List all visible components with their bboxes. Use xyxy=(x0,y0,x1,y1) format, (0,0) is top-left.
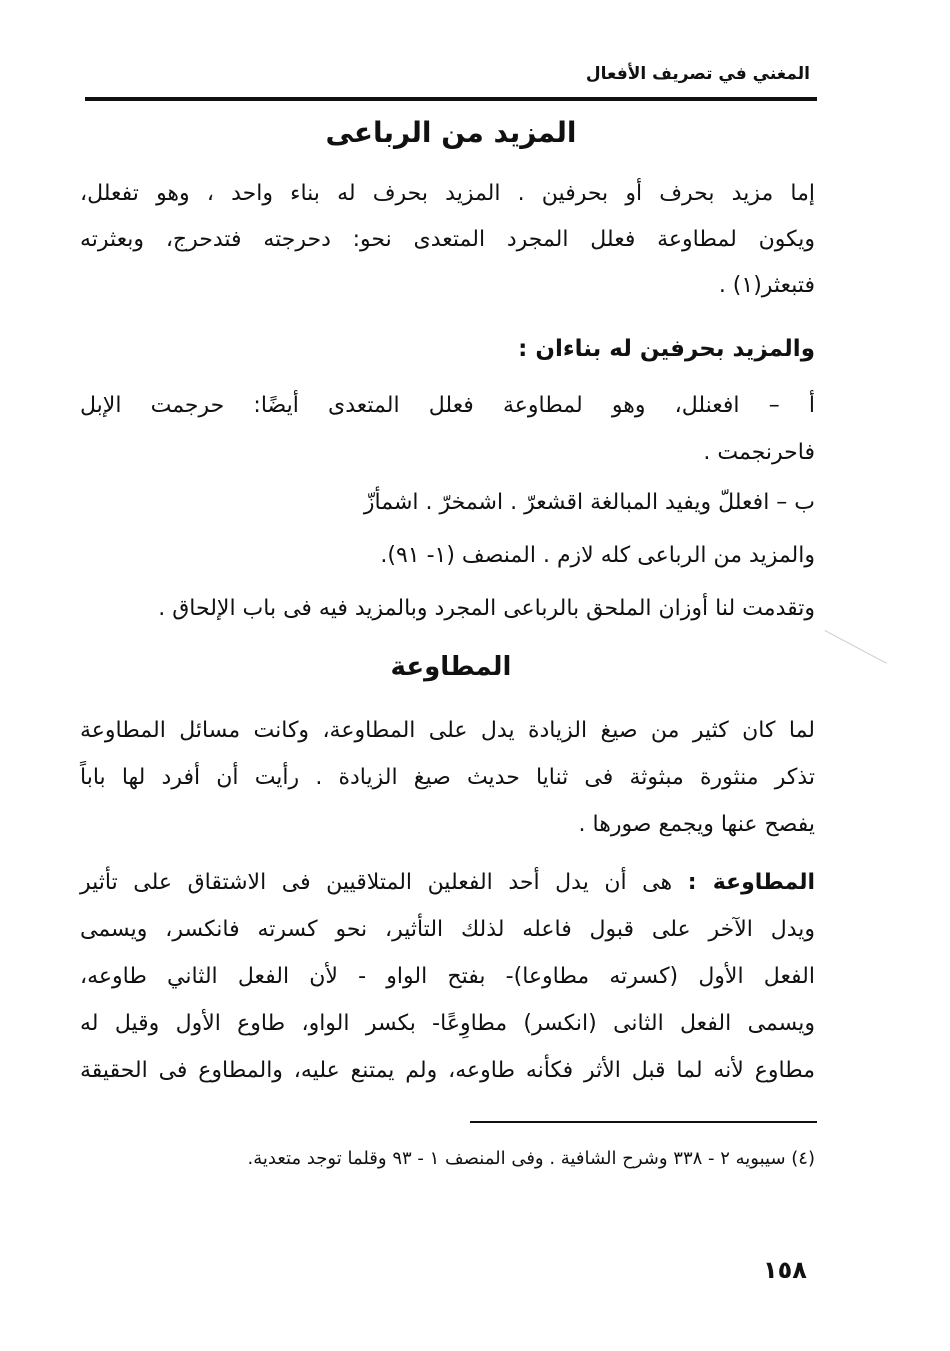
section-title-quadriliteral: المزيد من الرباعى xyxy=(325,116,577,149)
scan-mark xyxy=(825,630,887,664)
item-a-line: فاحرنجمت . xyxy=(703,440,815,465)
intransitive-line: والمزيد من الرباعى كله لازم . المنصف (١- ٩١). xyxy=(380,543,815,568)
page-number: ١٥٨ xyxy=(763,1256,807,1284)
footnote-rule xyxy=(470,1121,817,1123)
paragraph-line: لما كان كثير من صيغ الزيادة يدل على المطاوعة، وكانت مسائل المطاوعة xyxy=(80,718,815,743)
paragraph-line: مطاوع لأنه لما قبل الأثر فكأنه طاوعه، ولم يمتنع عليه، والمطاوع فى الحقيقة xyxy=(80,1058,815,1083)
definition-text: هى أن يدل أحد الفعلين المتلاقيين فى الاشتقاق على تأثير xyxy=(80,870,673,895)
footnote: (٤) سيبويه ٢ - ٣٣٨ وشرح الشافية . وفى المنصف ١ - ٩٣ وقلما توجد متعدية. xyxy=(247,1148,815,1169)
paragraph-line: فتبعثر(١) . xyxy=(718,273,815,298)
definition-first-line xyxy=(80,870,815,895)
paragraph-line: تذكر منثورة مبثوثة فى ثنايا حديث صيغ الزيادة . رأيت أن أفرد لها باباً xyxy=(80,765,815,790)
header-rule xyxy=(85,97,817,101)
preceded-line: وتقدمت لنا أوزان الملحق بالرباعى المجرد وبالمزيد فيه فى باب الإلحاق . xyxy=(158,596,815,621)
item-a-line: أ – افعنلل، وهو لمطاوعة فعلل المتعدى أيضًا: حرجمت الإبل xyxy=(80,393,815,418)
paragraph-line: ويسمى الفعل الثانى (انكسر) مطاوِعًا- بكسر الواو، طاوع الأول وقيل له xyxy=(80,1011,815,1036)
paragraph-line: الفعل الأول (كسرته مطاوعا)- بفتح الواو - لأن الفعل الثاني طاوعه، xyxy=(80,964,815,989)
definition-term: المطاوعة : xyxy=(687,870,815,895)
subheading-two-letters: والمزيد بحرفين له بناءان : xyxy=(518,336,815,362)
paragraph-line: إما مزيد بحرف أو بحرفين . المزيد بحرف له بناء واحد ، وهو تفعلل، xyxy=(80,181,815,206)
section-title-mutawaa: المطاوعة xyxy=(390,652,512,682)
paragraph-line: ويكون لمطاوعة فعلل المجرد المتعدى نحو: دحرجته فتدحرج، وبعثرته xyxy=(80,227,815,252)
paragraph-line: ويدل الآخر على قبول فاعله لذلك التأثير، نحو كسرته فانكسر، ويسمى xyxy=(80,917,815,942)
paragraph-line: يفصح عنها ويجمع صورها . xyxy=(578,812,815,837)
running-header: المغني في تصريف الأفعال xyxy=(585,64,810,84)
item-b-line: ب – افعللّ ويفيد المبالغة اقشعرّ . اشمخرّ . اشمأزّ xyxy=(363,490,815,515)
